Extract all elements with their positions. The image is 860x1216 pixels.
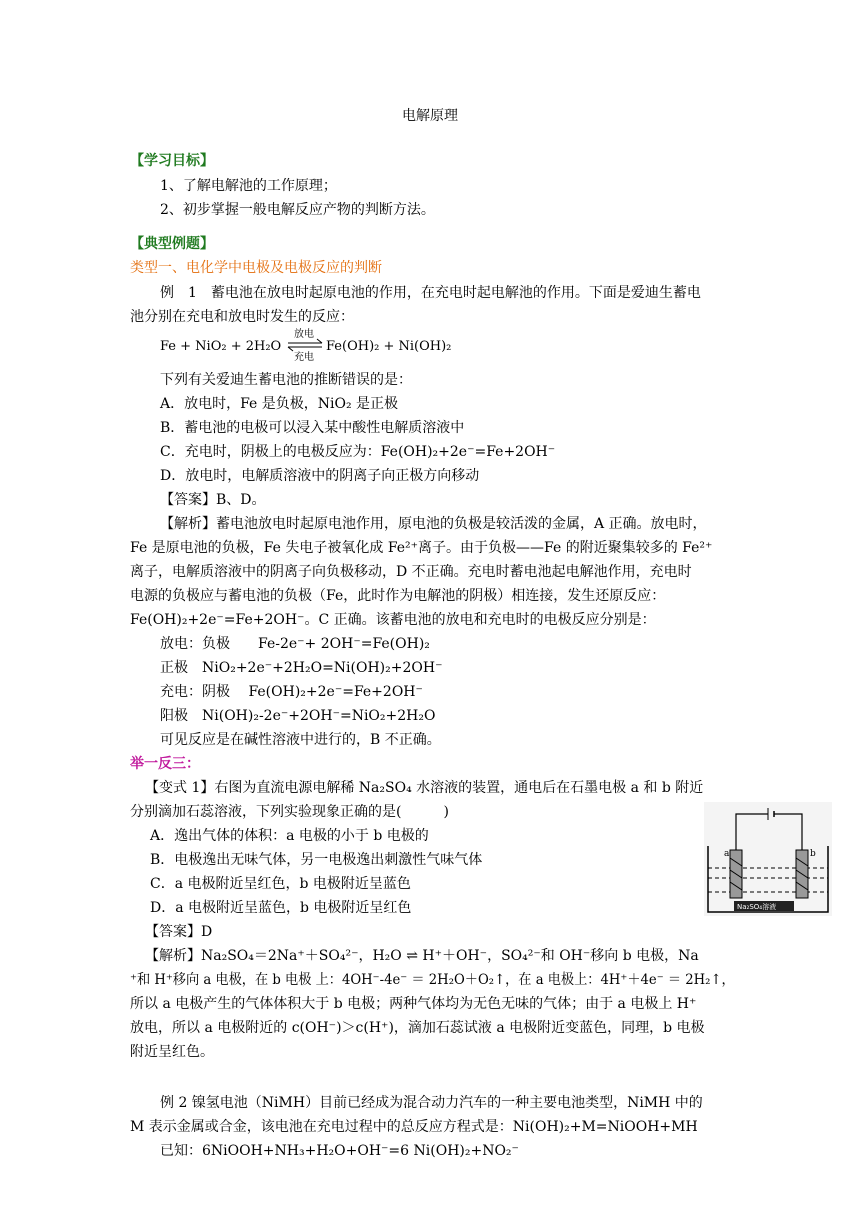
goals-heading: 【学习目标】 [130,153,214,169]
examples-heading: 【典型例题】 [130,236,214,252]
equation-charge-label: 充电 [294,352,314,363]
equation-left: Fe + NiO₂ + 2H₂O [160,339,282,354]
example1-question: 下列有关爱迪生蓄电池的推断错误的是： [160,372,412,388]
variant-question-line2: 分别滴加石蕊溶液，下列实验现象正确的是( ) [130,804,449,820]
reaction-charge-anode: 阳极 Ni(OH)₂-2e⁻+2OH⁻=NiO₂+2H₂O [160,708,436,724]
electrode-b-label: b [810,849,816,859]
variant-analysis-line3: 所以 a 电极产生的气体体积大于 b 电极；两种气体均为无色无味的气体；由于 a 电极上 H⁺ [130,996,697,1012]
type1-heading: 类型一、电化学中电极及电极反应的判断 [130,260,382,276]
equation-right: Fe(OH)₂ + Ni(OH)₂ [326,339,452,354]
example1-option-b: B．蓄电池的电极可以浸入某中酸性电解质溶液中 [160,420,465,436]
example1-conclusion: 可见反应是在碱性溶液中进行的，B 不正确。 [160,732,441,748]
reaction-discharge-positive: 正极 NiO₂+2e⁻+2H₂O=Ni(OH)₂+2OH⁻ [160,660,443,676]
example1-analysis-line5: Fe(OH)₂+2e⁻=Fe+2OH⁻。C 正确。该蓄电池的放电和充电时的电极反应分别是： [130,612,656,628]
example2-line2: M 表示金属或合金，该电池在充电过程中的总反应方程式是：Ni(OH)₂+M=NiOOH+MH [130,1119,698,1135]
variant-heading: 举一反三： [130,756,200,772]
reaction-discharge-negative: 放电：负极 Fe-2e⁻+ 2OH⁻=Fe(OH)₂ [160,636,430,652]
example1-analysis-line4: 电源的负极应与蓄电池的负极（Fe，此时作为电解池的阴极）相连接，发生还原反应： [130,588,666,604]
example1-option-c: C．充电时，阴极上的电极反应为：Fe(OH)₂+2e⁻=Fe+2OH⁻ [160,444,556,460]
variant-option-b: B．电极逸出无味气体，另一电极逸出刺激性气味气体 [150,852,483,868]
variant-answer: 【答案】D [145,924,213,940]
equation-discharge-label: 放电 [294,329,314,340]
variant-option-a: A．逸出气体的体积：a 电极的小于 b 电极的 [150,828,429,844]
variant-analysis-line2: ⁺和 H⁺移向 a 电极，在 b 电极 上：4OH⁻-4e⁻ ＝ 2H₂O＋O₂↑，在 a 电极上：4H⁺＋4e⁻ ＝ 2H₂↑， [130,972,735,988]
variant-option-c: C．a 电极附近呈红色，b 电极附近呈蓝色 [150,876,411,892]
electrolysis-apparatus-figure [704,802,832,916]
goal-1: 1、了解电解池的工作原理； [160,178,337,194]
variant-analysis-line1: 【解析】Na₂SO₄＝2Na⁺＋SO₄²⁻，H₂O ⇌ H⁺＋OH⁻，SO₄²⁻和 OH⁻移向 b 电极，Na [145,948,699,964]
example1-line1: 例 1 蓄电池在放电时起原电池的作用，在充电时起电解池的作用。下面是爱迪生蓄电 [160,285,701,301]
example1-line2: 池分别在充电和放电时发生的反应： [130,309,354,325]
example2-line3: 已知：6NiOOH+NH₃+H₂O+OH⁻=6 Ni(OH)₂+NO₂⁻ [160,1143,519,1159]
example1-analysis-line1: 【解析】蓄电池放电时起原电池作用，原电池的负极是较活泼的金属，A 正确。放电时， [160,516,707,532]
example1-option-a: A．放电时，Fe 是负极，NiO₂ 是正极 [160,396,399,412]
variant-analysis-line5: 附近呈红色。 [130,1044,214,1060]
variant-question-line1: 【变式 1】右图为直流电源电解稀 Na₂SO₄ 水溶液的装置，通电后在石墨电极 a 和 b 附近 [145,780,704,796]
reaction-charge-cathode: 充电：阴极 Fe(OH)₂+2e⁻=Fe+2OH⁻ [160,684,423,700]
page-title: 电解原理 [402,108,458,124]
example1-option-d: D．放电时，电解质溶液中的阴离子向正极方向移动 [160,468,480,484]
variant-analysis-line4: 放电，所以 a 电极附近的 c(OH⁻)＞c(H⁺)，滴加石蕊试液 a 电极附近变蓝色，同理，b 电极 [130,1020,705,1036]
example2-line1: 例 2 镍氢电池（NiMH）目前已经成为混合动力汽车的一种主要电池类型，NiMH 中的 [160,1095,703,1111]
example1-analysis-line2: Fe 是原电池的负极，Fe 失电子被氧化成 Fe²⁺离子。由于负极——Fe 的附近聚集较多的 Fe²⁺ [130,540,713,556]
goal-2: 2、初步掌握一般电解反应产物的判断方法。 [160,202,435,218]
solution-label: Na₂SO₄溶液 [737,903,777,911]
variant-option-d: D．a 电极附近呈蓝色，b 电极附近呈红色 [150,900,412,916]
example1-answer: 【答案】B、D。 [160,492,266,508]
example1-analysis-line3: 离子，电解质溶液中的阴离子向负极移动，D 不正确。充电时蓄电池起电解池作用，充电时 [130,564,692,580]
reaction-equation [160,324,460,364]
electrode-a-label: a [724,849,730,859]
